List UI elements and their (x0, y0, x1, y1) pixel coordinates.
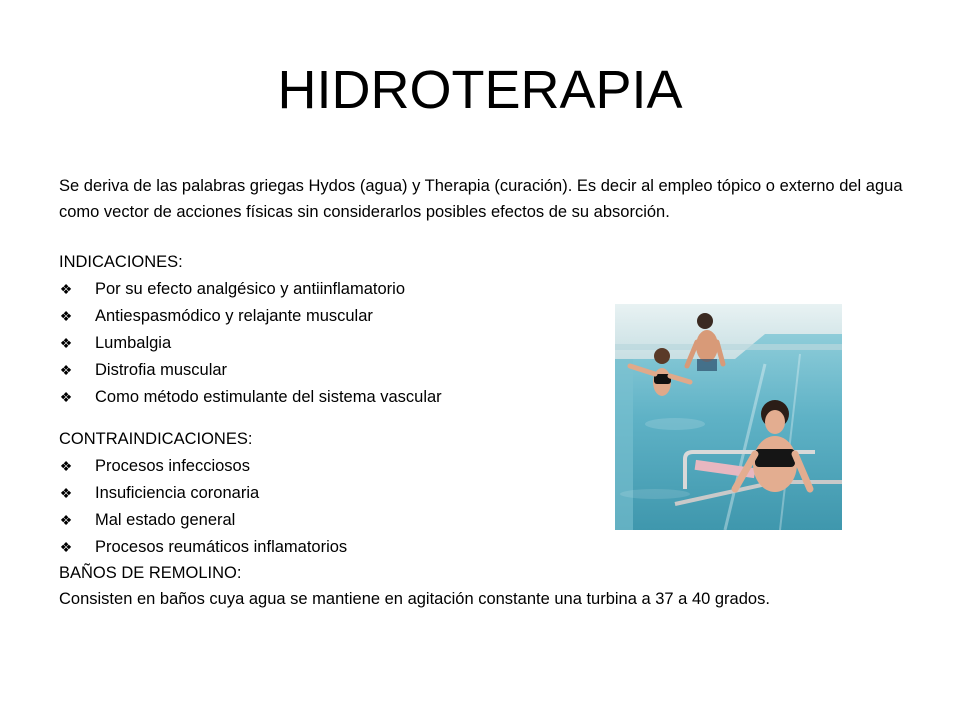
intro-paragraph: Se deriva de las palabras griegas Hydos (agua) y Therapia (curación). Es decir al empleo tópico o externo del agua como vector de acciones físicas sin considerarlos posibles efectos de su absorción. (59, 177, 903, 221)
four-diamond-bullet-icon: ❖ (59, 334, 73, 351)
indications-heading: INDICACIONES: (59, 253, 183, 271)
list-item-text: Mal estado general (95, 510, 236, 529)
four-diamond-bullet-icon: ❖ (59, 388, 73, 405)
list-item-text: Antiespasmódico y relajante muscular (95, 306, 373, 325)
list-item-text: Insuficiencia coronaria (95, 483, 260, 502)
four-diamond-bullet-icon: ❖ (59, 361, 73, 378)
four-diamond-bullet-icon: ❖ (59, 280, 73, 297)
hydrotherapy-pool-photo (615, 304, 842, 530)
list-item-text: Procesos infecciosos (95, 456, 250, 475)
four-diamond-bullet-icon: ❖ (59, 457, 73, 474)
contraindications-heading: CONTRAINDICACIONES: (59, 430, 253, 448)
four-diamond-bullet-icon: ❖ (59, 511, 73, 528)
list-item-text: Distrofia muscular (95, 360, 228, 379)
list-item-text: Procesos reumáticos inflamatorios (95, 537, 348, 556)
four-diamond-bullet-icon: ❖ (59, 484, 73, 501)
whirlpool-heading: BAÑOS DE REMOLINO: (59, 564, 242, 582)
list-item-text: Por su efecto analgésico y antiinflamatorio (95, 279, 406, 298)
list-item (59, 533, 919, 560)
list-item-text: Como método estimulante del sistema vascular (95, 387, 442, 406)
four-diamond-bullet-icon: ❖ (59, 307, 73, 324)
list-item (59, 275, 919, 302)
whirlpool-text: Consisten en baños cuya agua se mantiene en agitación constante una turbina a 37 a 40 grados. (59, 590, 770, 608)
slide-title: HIDROTERAPIA (277, 60, 683, 120)
list-item-text: Lumbalgia (95, 333, 172, 352)
four-diamond-bullet-icon: ❖ (59, 538, 73, 555)
